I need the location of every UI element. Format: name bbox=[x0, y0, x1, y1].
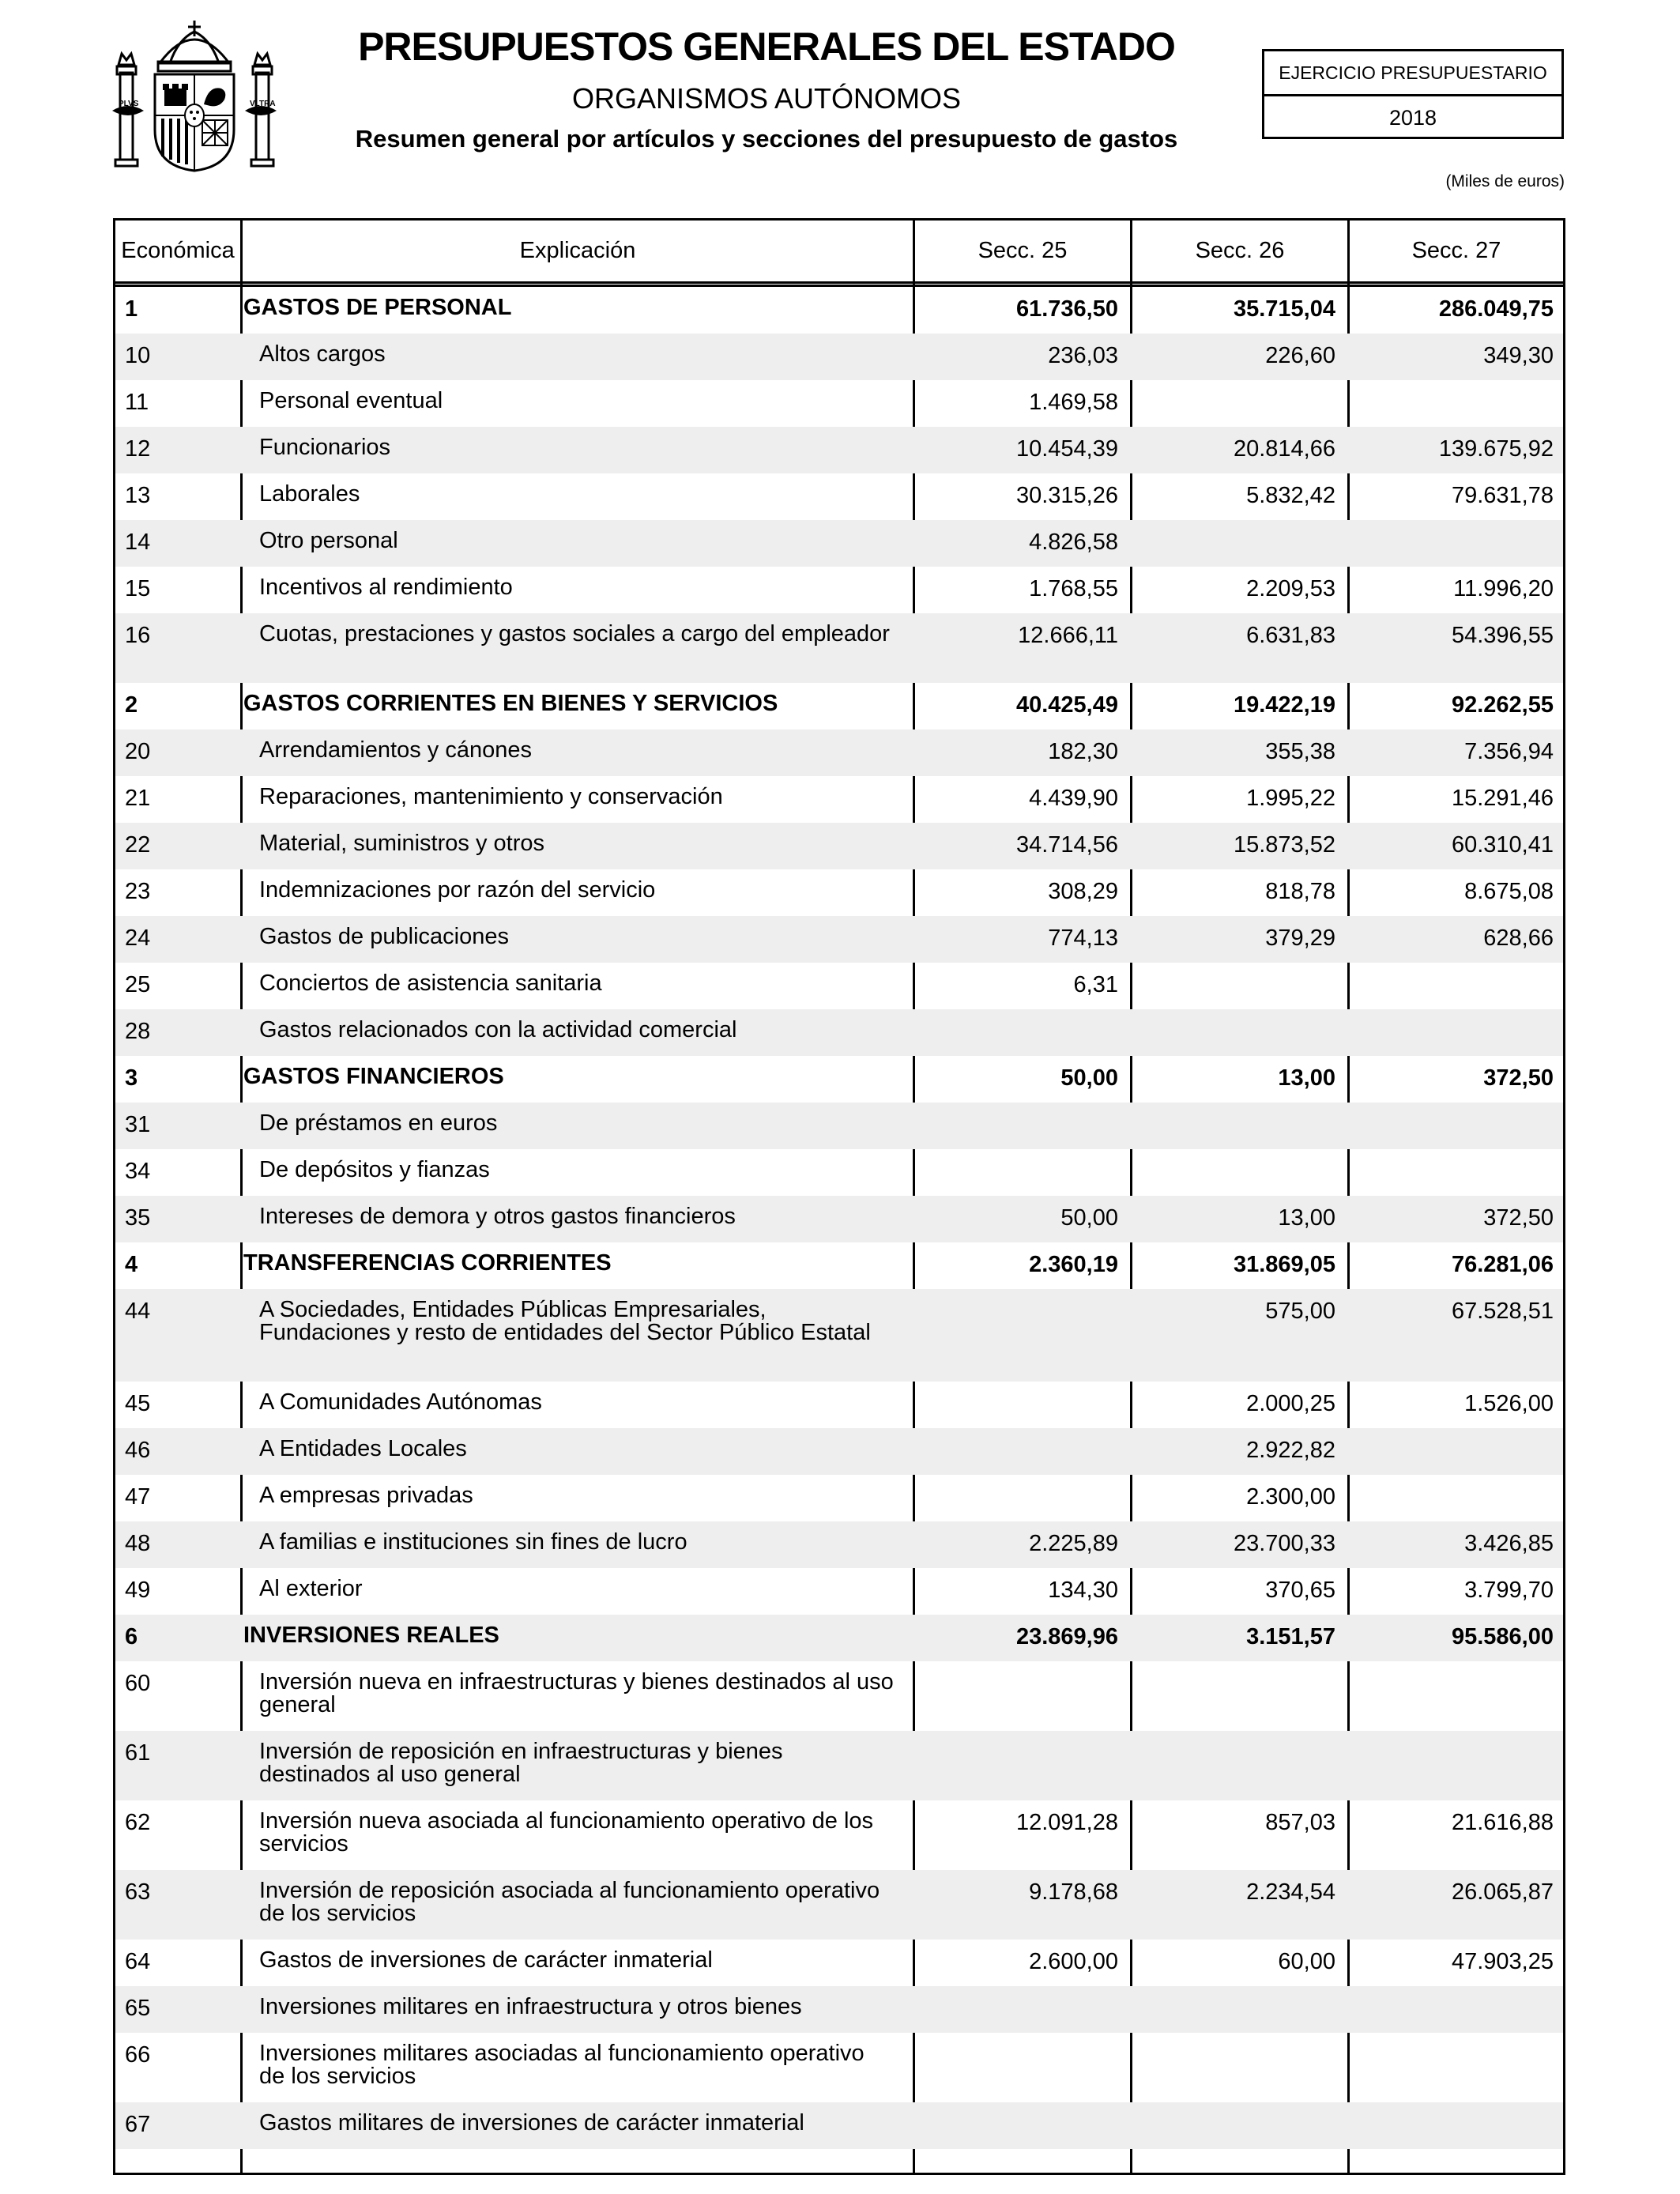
row-code: 16 bbox=[125, 623, 151, 648]
row-explicacion: Inversiones militares asociadas al funcionamiento operativo de los servicios bbox=[259, 2041, 864, 2089]
row-secc-26: 13,00 bbox=[1278, 1065, 1335, 1091]
row-explicacion: Inversión de reposición asociada al funcionamiento operativo de los servicios bbox=[259, 1878, 880, 1926]
row-secc-26: 2.209,53 bbox=[1246, 576, 1335, 601]
row-code: 31 bbox=[125, 1112, 151, 1137]
column-header-economica: Económica bbox=[121, 238, 235, 263]
row-secc-25: 61.736,50 bbox=[1015, 296, 1118, 322]
row-secc-26: 2.234,54 bbox=[1246, 1879, 1335, 1905]
row-code: 15 bbox=[125, 576, 151, 601]
row-secc-25 bbox=[910, 1475, 1128, 1521]
row-secc-25 bbox=[910, 1103, 1128, 1149]
row-secc-27: 7.356,94 bbox=[1464, 739, 1554, 764]
row-secc-27: 47.903,25 bbox=[1451, 1949, 1554, 1974]
row-explicacion: Inversión de reposición en infraestructuras y bienes destinados al uso general bbox=[259, 1739, 783, 1787]
row-code: 21 bbox=[125, 786, 151, 811]
table-row bbox=[115, 1731, 1563, 1800]
row-secc-25: 50,00 bbox=[1060, 1205, 1118, 1231]
row-secc-25: 4.826,58 bbox=[1029, 530, 1118, 555]
row-secc-26 bbox=[1128, 2102, 1345, 2149]
row-secc-25 bbox=[910, 1009, 1128, 1056]
row-explicacion: A Entidades Locales bbox=[259, 1436, 467, 1461]
motto-right: VLTRA bbox=[250, 100, 276, 108]
row-explicacion: Conciertos de asistencia sanitaria bbox=[259, 971, 602, 996]
row-secc-27 bbox=[1345, 1986, 1563, 2033]
row-explicacion: GASTOS DE PERSONAL bbox=[243, 295, 512, 320]
row-secc-27 bbox=[1345, 1149, 1563, 1196]
row-secc-25: 2.360,19 bbox=[1029, 1252, 1118, 1277]
row-code: 60 bbox=[125, 1671, 151, 1696]
table-row bbox=[115, 1056, 1563, 1103]
row-secc-27: 60.310,41 bbox=[1451, 832, 1554, 858]
row-secc-25 bbox=[910, 2033, 1128, 2102]
table-row bbox=[115, 1289, 1563, 1382]
row-secc-27: 76.281,06 bbox=[1451, 1252, 1554, 1277]
row-explicacion: Reparaciones, mantenimiento y conservación bbox=[259, 784, 723, 809]
row-secc-27 bbox=[1345, 1428, 1563, 1475]
row-secc-26 bbox=[1128, 1103, 1345, 1149]
row-secc-26: 2.300,00 bbox=[1246, 1484, 1335, 1510]
page-description: Resumen general por artículos y secciones del presupuesto de gastos bbox=[355, 125, 1178, 153]
table-row bbox=[115, 1521, 1563, 1568]
page-title: PRESUPUESTOS GENERALES DEL ESTADO bbox=[358, 25, 1175, 69]
row-code: 22 bbox=[125, 832, 151, 858]
row-explicacion: Material, suministros y otros bbox=[259, 831, 544, 856]
row-secc-26: 857,03 bbox=[1265, 1810, 1335, 1835]
row-secc-27 bbox=[1345, 963, 1563, 1009]
row-explicacion: De préstamos en euros bbox=[259, 1110, 498, 1136]
row-secc-25: 308,29 bbox=[1048, 879, 1118, 904]
row-explicacion: A Sociedades, Entidades Públicas Empresariales, Fundaciones y resto de entidades del Sector Público Estatal bbox=[259, 1297, 871, 1345]
table-body bbox=[115, 287, 1563, 2149]
row-secc-26: 31.869,05 bbox=[1233, 1252, 1335, 1277]
row-secc-27: 3.799,70 bbox=[1464, 1578, 1554, 1603]
row-secc-26: 1.995,22 bbox=[1246, 786, 1335, 811]
row-secc-25: 1.768,55 bbox=[1029, 576, 1118, 601]
table-row bbox=[115, 1242, 1563, 1289]
table-row bbox=[115, 1382, 1563, 1428]
row-secc-27: 15.291,46 bbox=[1451, 786, 1554, 811]
row-explicacion: A empresas privadas bbox=[259, 1483, 473, 1508]
row-secc-26: 2.922,82 bbox=[1246, 1438, 1335, 1463]
row-code: 11 bbox=[125, 390, 149, 415]
table-row bbox=[115, 963, 1563, 1009]
row-secc-27: 628,66 bbox=[1483, 925, 1554, 951]
row-secc-27: 372,50 bbox=[1483, 1205, 1554, 1231]
row-secc-27: 286.049,75 bbox=[1438, 296, 1554, 322]
table-row bbox=[115, 287, 1563, 334]
table-row bbox=[115, 2033, 1563, 2102]
row-secc-26 bbox=[1128, 380, 1345, 427]
row-explicacion: Personal eventual bbox=[259, 388, 443, 413]
row-secc-25: 23.869,96 bbox=[1015, 1624, 1118, 1649]
table-row bbox=[115, 1149, 1563, 1196]
row-explicacion: Al exterior bbox=[259, 1576, 363, 1601]
row-secc-26: 379,29 bbox=[1265, 925, 1335, 951]
row-secc-27 bbox=[1345, 380, 1563, 427]
row-secc-25 bbox=[910, 1289, 1128, 1382]
row-secc-26 bbox=[1128, 963, 1345, 1009]
row-code: 64 bbox=[125, 1949, 151, 1974]
table-row bbox=[115, 1196, 1563, 1242]
row-explicacion: Indemnizaciones por razón del servicio bbox=[259, 877, 656, 903]
row-explicacion: Funcionarios bbox=[259, 435, 391, 460]
table-row bbox=[115, 1986, 1563, 2033]
row-secc-27 bbox=[1345, 2102, 1563, 2149]
row-explicacion: Cuotas, prestaciones y gastos sociales a cargo del empleador bbox=[259, 621, 890, 647]
row-secc-26: 15.873,52 bbox=[1233, 832, 1335, 858]
row-secc-27: 372,50 bbox=[1483, 1065, 1554, 1091]
row-secc-25: 2.225,89 bbox=[1029, 1531, 1118, 1556]
row-explicacion: Inversiones militares en infraestructura y otros bienes bbox=[259, 1994, 802, 2019]
row-secc-26: 226,60 bbox=[1265, 343, 1335, 368]
row-secc-25: 34.714,56 bbox=[1015, 832, 1118, 858]
row-secc-26 bbox=[1128, 1009, 1345, 1056]
table-row bbox=[115, 1475, 1563, 1521]
row-secc-27: 54.396,55 bbox=[1451, 623, 1554, 648]
row-secc-27: 3.426,85 bbox=[1464, 1531, 1554, 1556]
column-header-explicacion: Explicación bbox=[519, 238, 636, 263]
row-code: 48 bbox=[125, 1531, 151, 1556]
row-explicacion: Otro personal bbox=[259, 528, 398, 553]
row-secc-25 bbox=[910, 2102, 1128, 2149]
row-code: 35 bbox=[125, 1205, 151, 1231]
row-code: 1 bbox=[125, 296, 138, 322]
row-secc-26 bbox=[1128, 2033, 1345, 2102]
table-row bbox=[115, 916, 1563, 963]
row-secc-25: 50,00 bbox=[1060, 1065, 1118, 1091]
row-secc-26 bbox=[1128, 1731, 1345, 1800]
row-code: 23 bbox=[125, 879, 151, 904]
row-explicacion: Gastos relacionados con la actividad comercial bbox=[259, 1017, 737, 1042]
row-secc-25: 2.600,00 bbox=[1029, 1949, 1118, 1974]
row-secc-27 bbox=[1345, 1475, 1563, 1521]
row-secc-26 bbox=[1128, 1986, 1345, 2033]
row-secc-25 bbox=[910, 1428, 1128, 1475]
row-code: 44 bbox=[125, 1299, 151, 1324]
row-secc-26: 23.700,33 bbox=[1233, 1531, 1335, 1556]
row-secc-26: 3.151,57 bbox=[1246, 1624, 1335, 1649]
row-code: 13 bbox=[125, 483, 151, 508]
table-row bbox=[115, 334, 1563, 380]
column-header-secc-26: Secc. 26 bbox=[1195, 238, 1285, 263]
row-secc-25 bbox=[910, 1382, 1128, 1428]
row-secc-27: 349,30 bbox=[1483, 343, 1554, 368]
row-secc-26: 6.631,83 bbox=[1246, 623, 1335, 648]
row-code: 45 bbox=[125, 1391, 151, 1416]
row-secc-27 bbox=[1345, 520, 1563, 567]
table-row bbox=[115, 776, 1563, 823]
row-secc-26 bbox=[1128, 1149, 1345, 1196]
row-code: 14 bbox=[125, 530, 151, 555]
row-secc-26: 2.000,25 bbox=[1246, 1391, 1335, 1416]
row-secc-25: 30.315,26 bbox=[1015, 483, 1118, 508]
row-explicacion: GASTOS FINANCIEROS bbox=[243, 1064, 504, 1089]
table-row bbox=[115, 427, 1563, 473]
row-secc-25: 774,13 bbox=[1048, 925, 1118, 951]
row-secc-26: 575,00 bbox=[1265, 1299, 1335, 1324]
table-row bbox=[115, 613, 1563, 683]
row-explicacion: Gastos de inversiones de carácter inmaterial bbox=[259, 1947, 713, 1973]
units-note: (Miles de euros) bbox=[1445, 172, 1565, 190]
row-secc-25 bbox=[910, 1986, 1128, 2033]
table-row bbox=[115, 1870, 1563, 1940]
table-row bbox=[115, 683, 1563, 729]
page-subtitle: ORGANISMOS AUTÓNOMOS bbox=[571, 82, 962, 115]
row-secc-27: 21.616,88 bbox=[1451, 1810, 1554, 1835]
table-row bbox=[115, 1009, 1563, 1056]
row-secc-27: 67.528,51 bbox=[1451, 1299, 1554, 1324]
row-secc-25 bbox=[910, 1731, 1128, 1800]
row-explicacion: A Comunidades Autónomas bbox=[259, 1389, 542, 1415]
row-secc-26 bbox=[1128, 1661, 1345, 1731]
row-secc-25: 10.454,39 bbox=[1015, 436, 1118, 462]
table-row bbox=[115, 1661, 1563, 1731]
row-code: 24 bbox=[125, 925, 151, 951]
row-explicacion: Altos cargos bbox=[259, 341, 386, 367]
row-secc-26: 19.422,19 bbox=[1233, 692, 1335, 718]
motto-left: PLVS bbox=[119, 100, 139, 108]
row-secc-27: 26.065,87 bbox=[1451, 1879, 1554, 1905]
row-code: 12 bbox=[125, 436, 151, 462]
row-secc-27 bbox=[1345, 1661, 1563, 1731]
row-explicacion: GASTOS CORRIENTES EN BIENES Y SERVICIOS bbox=[243, 691, 778, 716]
row-explicacion: Inversión nueva asociada al funcionamiento operativo de los servicios bbox=[259, 1808, 874, 1857]
column-header-secc-25: Secc. 25 bbox=[977, 238, 1068, 263]
row-secc-27: 79.631,78 bbox=[1451, 483, 1554, 508]
table-row bbox=[115, 1103, 1563, 1149]
row-secc-25: 182,30 bbox=[1048, 739, 1118, 764]
row-secc-25: 12.091,28 bbox=[1015, 1810, 1118, 1835]
coat-of-arms-emblem bbox=[111, 17, 278, 175]
row-secc-26: 5.832,42 bbox=[1246, 483, 1335, 508]
row-code: 61 bbox=[125, 1740, 151, 1766]
row-secc-26 bbox=[1128, 520, 1345, 567]
row-secc-26: 60,00 bbox=[1278, 1949, 1335, 1974]
row-secc-27: 8.675,08 bbox=[1464, 879, 1554, 904]
row-secc-26: 13,00 bbox=[1278, 1205, 1335, 1231]
row-code: 6 bbox=[125, 1624, 138, 1649]
row-explicacion: Gastos de publicaciones bbox=[259, 924, 509, 949]
ejercicio-label: EJERCICIO PRESUPUESTARIO bbox=[1264, 51, 1561, 96]
row-secc-26: 355,38 bbox=[1265, 739, 1335, 764]
row-secc-25: 4.439,90 bbox=[1029, 786, 1118, 811]
table-row bbox=[115, 380, 1563, 427]
row-code: 20 bbox=[125, 739, 151, 764]
table-row bbox=[115, 729, 1563, 776]
row-code: 49 bbox=[125, 1578, 151, 1603]
row-explicacion: Arrendamientos y cánones bbox=[259, 737, 532, 763]
row-code: 62 bbox=[125, 1810, 151, 1835]
row-secc-27 bbox=[1345, 2033, 1563, 2102]
table-row bbox=[115, 567, 1563, 613]
row-secc-25: 1.469,58 bbox=[1029, 390, 1118, 415]
row-secc-27 bbox=[1345, 1009, 1563, 1056]
row-secc-25: 40.425,49 bbox=[1015, 692, 1118, 718]
table-row bbox=[115, 1615, 1563, 1661]
table-row bbox=[115, 1568, 1563, 1615]
row-code: 47 bbox=[125, 1484, 151, 1510]
row-explicacion: Gastos militares de inversiones de carácter inmaterial bbox=[259, 2110, 804, 2136]
row-secc-25: 236,03 bbox=[1048, 343, 1118, 368]
row-secc-25: 134,30 bbox=[1048, 1578, 1118, 1603]
row-code: 2 bbox=[125, 692, 138, 718]
table-row bbox=[115, 473, 1563, 520]
row-explicacion: Intereses de demora y otros gastos financieros bbox=[259, 1204, 736, 1229]
row-explicacion: A familias e instituciones sin fines de lucro bbox=[259, 1529, 687, 1555]
table-row bbox=[115, 520, 1563, 567]
table-row bbox=[115, 1940, 1563, 1986]
row-code: 4 bbox=[125, 1252, 138, 1277]
row-code: 28 bbox=[125, 1019, 151, 1044]
row-code: 34 bbox=[125, 1159, 151, 1184]
row-secc-25: 12.666,11 bbox=[1018, 623, 1118, 648]
ejercicio-box bbox=[1262, 49, 1564, 139]
row-secc-25 bbox=[910, 1661, 1128, 1731]
row-code: 65 bbox=[125, 1996, 151, 2021]
row-secc-27: 11.996,20 bbox=[1453, 576, 1554, 601]
table-row bbox=[115, 1800, 1563, 1870]
row-secc-26: 818,78 bbox=[1265, 879, 1335, 904]
row-explicacion: De depósitos y fianzas bbox=[259, 1157, 490, 1182]
row-secc-25: 9.178,68 bbox=[1029, 1879, 1118, 1905]
table-row bbox=[115, 823, 1563, 869]
row-secc-27: 1.526,00 bbox=[1464, 1391, 1554, 1416]
row-secc-27: 92.262,55 bbox=[1451, 692, 1554, 718]
row-explicacion: Laborales bbox=[259, 481, 360, 507]
row-code: 10 bbox=[125, 343, 151, 368]
row-code: 67 bbox=[125, 2112, 151, 2137]
row-secc-27: 139.675,92 bbox=[1438, 436, 1554, 462]
table-row bbox=[115, 1428, 1563, 1475]
row-code: 3 bbox=[125, 1065, 138, 1091]
row-code: 66 bbox=[125, 2042, 151, 2068]
row-secc-26: 370,65 bbox=[1265, 1578, 1335, 1603]
row-code: 63 bbox=[125, 1879, 151, 1905]
ejercicio-year: 2018 bbox=[1388, 106, 1437, 130]
row-secc-25: 6,31 bbox=[1073, 972, 1118, 997]
row-secc-27: 95.586,00 bbox=[1451, 1624, 1554, 1649]
header-separator bbox=[113, 281, 1565, 287]
row-secc-27 bbox=[1345, 1731, 1563, 1800]
column-header-secc-27: Secc. 27 bbox=[1411, 238, 1501, 263]
row-explicacion: TRANSFERENCIAS CORRIENTES bbox=[243, 1250, 612, 1276]
row-explicacion: Inversión nueva en infraestructuras y bienes destinados al uso general bbox=[259, 1669, 894, 1717]
row-code: 25 bbox=[125, 972, 151, 997]
row-explicacion: Incentivos al rendimiento bbox=[259, 575, 513, 600]
row-secc-27 bbox=[1345, 1103, 1563, 1149]
row-secc-25 bbox=[910, 1149, 1128, 1196]
row-secc-26: 35.715,04 bbox=[1233, 296, 1335, 322]
table-row bbox=[115, 2102, 1563, 2149]
row-explicacion: INVERSIONES REALES bbox=[243, 1623, 499, 1648]
row-secc-26: 20.814,66 bbox=[1233, 436, 1335, 462]
table-row bbox=[115, 869, 1563, 916]
row-code: 46 bbox=[125, 1438, 151, 1463]
